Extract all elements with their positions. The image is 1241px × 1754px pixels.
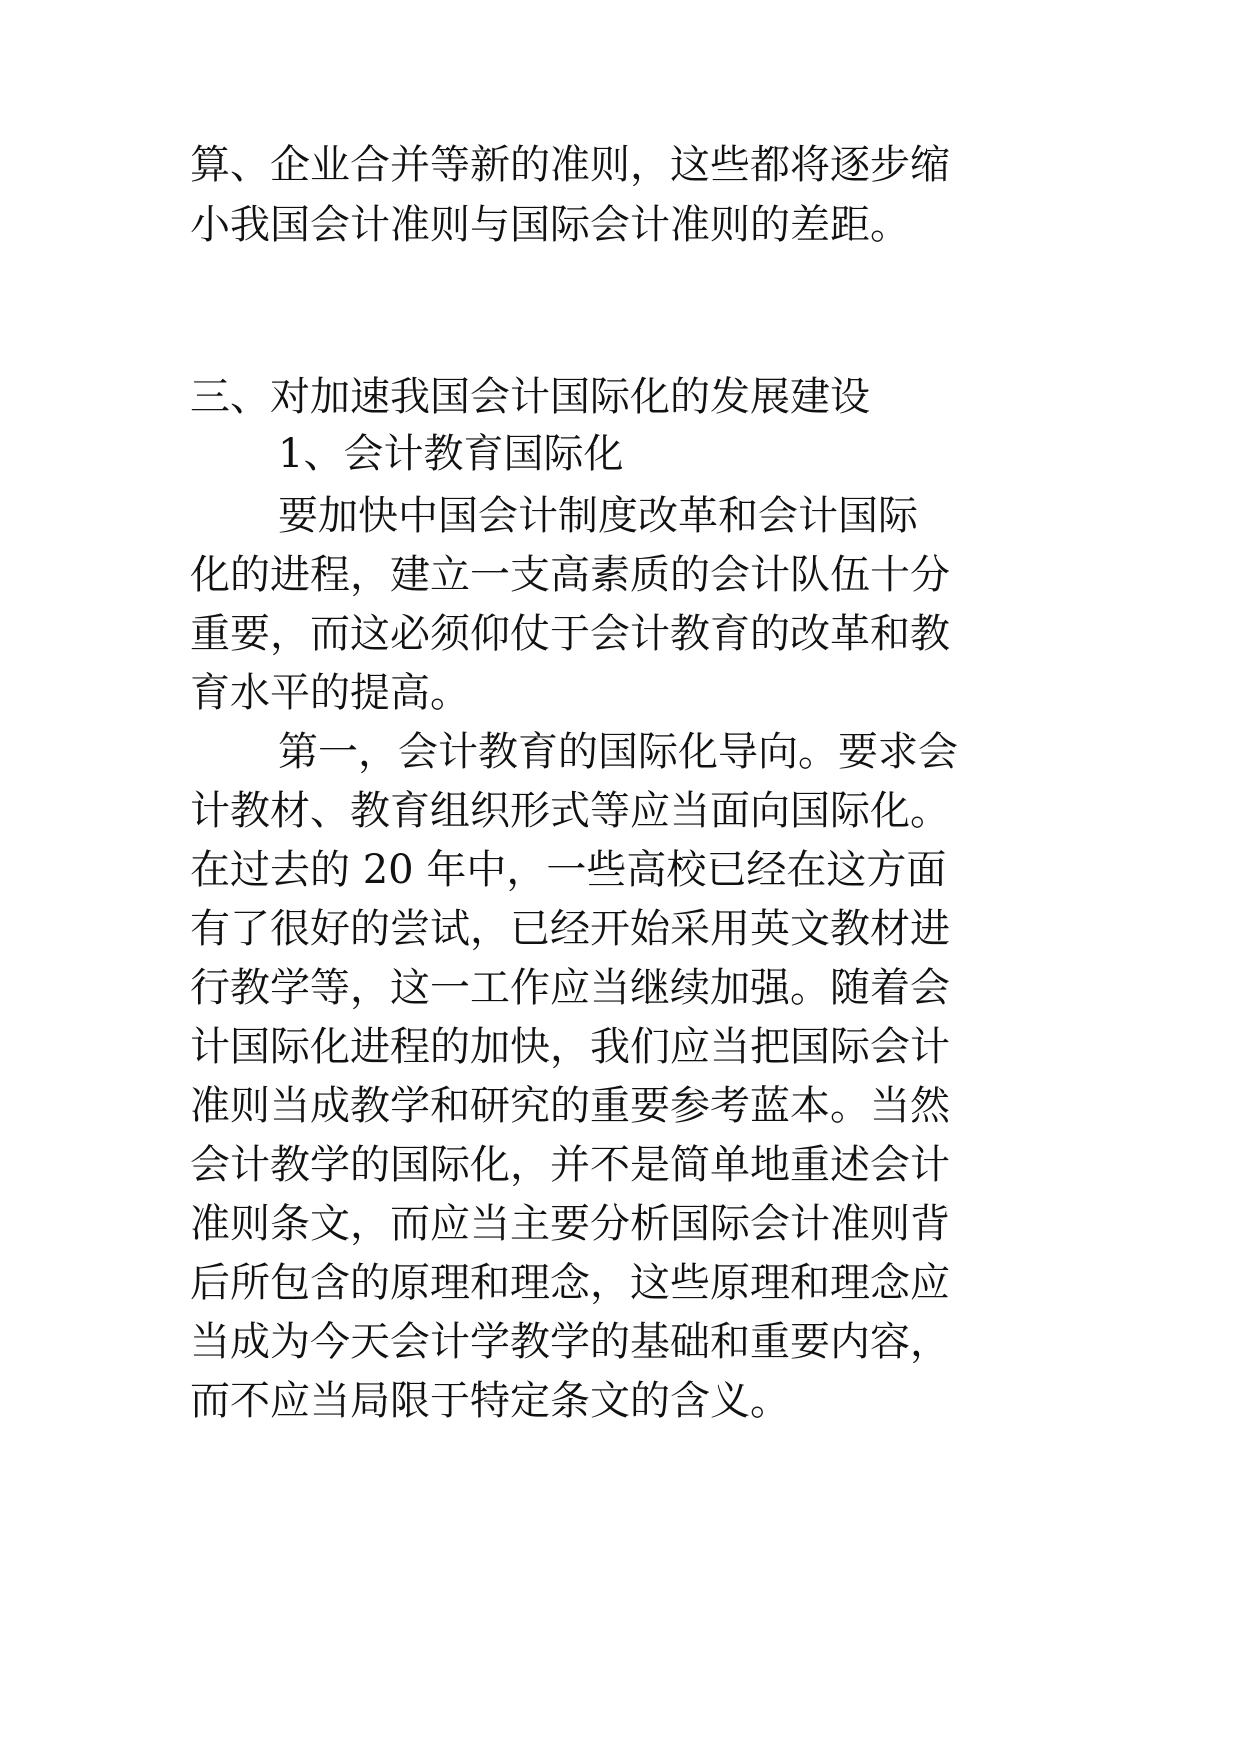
paragraph-3-line-10: 后所包含的原理和理念，这些原理和理念应 [190, 1260, 950, 1306]
paragraph-3-line-2: 计教材、教育组织形式等应当面向国际化。 [190, 788, 950, 834]
paragraph-3-line-7: 准则当成教学和研究的重要参考蓝本。当然 [190, 1083, 950, 1129]
paragraph-2-line-2: 化的进程，建立一支高素质的会计队伍十分 [190, 552, 950, 598]
paragraph-3-line-6: 计国际化进程的加快，我们应当把国际会计 [190, 1024, 950, 1070]
paragraph-1-line-1: 算、企业合并等新的准则，这些都将逐步缩 [190, 142, 950, 188]
paragraph-3-line-5: 行教学等，这一工作应当继续加强。随着会 [190, 965, 950, 1011]
paragraph-3-line-4: 有了很好的尝试，已经开始采用英文教材进 [190, 906, 950, 952]
section-heading: 三、对加速我国会计国际化的发展建设 [190, 374, 870, 420]
paragraph-3-line-11: 当成为今天会计学教学的基础和重要内容， [190, 1319, 950, 1365]
paragraph-2-line-4: 育水平的提高。 [190, 670, 470, 716]
paragraph-2-line-1: 要加快中国会计制度改革和会计国际 [278, 493, 918, 539]
paragraph-3-line-9: 准则条文，而应当主要分析国际会计准则背 [190, 1201, 950, 1247]
paragraph-1-line-2: 小我国会计准则与国际会计准则的差距。 [190, 202, 910, 248]
subheading: 1、会计教育国际化 [278, 431, 624, 477]
paragraph-3-line-12: 而不应当局限于特定条文的含义。 [190, 1378, 790, 1424]
paragraph-3-line-3: 在过去的 20 年中，一些高校已经在这方面 [190, 847, 947, 893]
paragraph-3-line-1: 第一，会计教育的国际化导向。要求会 [278, 729, 958, 775]
paragraph-2-line-3: 重要，而这必须仰仗于会计教育的改革和教 [190, 611, 950, 657]
paragraph-3-line-8: 会计教学的国际化，并不是简单地重述会计 [190, 1142, 950, 1188]
